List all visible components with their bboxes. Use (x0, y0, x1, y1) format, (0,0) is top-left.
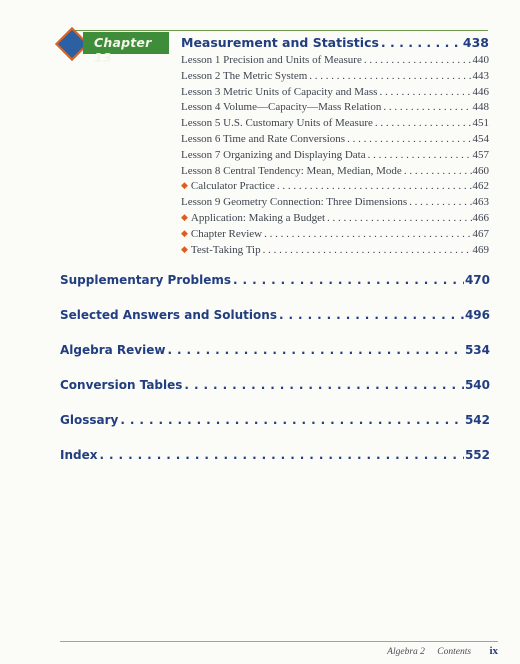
dot-leader (233, 273, 464, 287)
toc-entry-page: 440 (472, 54, 489, 66)
chapter-rule-line (74, 30, 488, 31)
toc-entry-page: 448 (472, 101, 489, 114)
toc-entry[interactable] (181, 70, 489, 86)
dot-leader (404, 165, 472, 177)
toc-entry-label: Test-Taking Tip (190, 243, 261, 256)
toc-entry-page: 469 (472, 243, 489, 256)
toc-entry[interactable] (181, 133, 489, 149)
chapter-page-number: 438 (462, 35, 489, 50)
dot-leader (379, 86, 471, 98)
footer-rule-line (60, 641, 498, 642)
diamond-bullet-icon: ◆ (181, 227, 188, 238)
toc-entry-page: 460 (472, 164, 489, 177)
dot-leader (264, 228, 471, 240)
dot-leader (263, 244, 472, 256)
toc-section-label: Supplementary Problems (60, 273, 231, 287)
toc-entry-label: Application: Making a Budget (190, 211, 326, 224)
toc-entry[interactable] (181, 196, 489, 212)
toc-section[interactable] (60, 343, 490, 357)
page-footer (387, 645, 498, 657)
toc-section-page: 470 (464, 273, 490, 287)
diamond-bullet-icon: ◆ (181, 243, 188, 254)
toc-entry[interactable] (181, 54, 489, 70)
dot-leader (99, 448, 463, 462)
dot-leader (347, 133, 471, 145)
toc-entry-page: 463 (472, 196, 489, 209)
toc-entry-page: 443 (472, 69, 489, 82)
toc-entry[interactable] (181, 149, 489, 165)
toc-section[interactable] (60, 308, 490, 322)
toc-entry[interactable] (181, 165, 489, 181)
toc-entry-page: 457 (472, 148, 489, 161)
toc-section[interactable] (60, 378, 490, 392)
dot-leader (375, 117, 472, 129)
toc-section-page: 540 (464, 378, 490, 392)
toc-entry-label: Lesson 3 Metric Units of Capacity and Mass (181, 85, 378, 98)
toc-entry-label: Lesson 1 Precision and Units of Measure (181, 54, 362, 66)
dot-leader (409, 196, 471, 208)
toc-section-page: 542 (464, 413, 490, 427)
dot-leader (368, 149, 472, 161)
toc-entry-label: Lesson 9 Geometry Connection: Three Dimensions (181, 196, 408, 209)
dot-leader (277, 180, 472, 192)
toc-section-page: 534 (464, 343, 490, 357)
toc-entry-page: 446 (472, 85, 489, 98)
toc-entry[interactable] (181, 101, 489, 117)
toc-entry-page: 462 (472, 180, 489, 193)
toc-section[interactable] (60, 448, 490, 462)
footer-book-title: Algebra 2 (387, 647, 425, 657)
toc-entry-label: Lesson 7 Organizing and Displaying Data (181, 148, 366, 161)
toc-entry-label: Lesson 8 Central Tendency: Mean, Median, Mode (181, 164, 402, 177)
toc-entry-page: 467 (472, 227, 489, 240)
dot-leader (364, 54, 472, 66)
toc-section-label: Index (60, 448, 98, 462)
dot-leader (327, 212, 471, 224)
toc-section-label: Conversion Tables (60, 378, 183, 392)
diamond-bullet-icon: ◆ (181, 211, 188, 222)
toc-entry[interactable] (181, 212, 489, 228)
toc-entry[interactable] (181, 117, 489, 133)
footer-section: Contents (437, 647, 472, 657)
toc-section[interactable] (60, 273, 490, 287)
lesson-list (181, 54, 489, 259)
toc-section-label: Glossary (60, 413, 119, 427)
toc-section-label: Selected Answers and Solutions (60, 308, 277, 322)
toc-entry[interactable] (181, 86, 489, 102)
toc-section-label: Algebra Review (60, 343, 166, 357)
dot-leader (309, 70, 471, 82)
toc-entry-label: Lesson 5 U.S. Customary Units of Measure (181, 117, 373, 130)
toc-entry-page: 451 (472, 117, 489, 130)
dot-leader (383, 101, 471, 113)
toc-entry-page: 454 (472, 132, 489, 145)
toc-entry-label: Calculator Practice (190, 180, 275, 193)
footer-page-number: ix (489, 645, 498, 657)
chapter-tab (83, 32, 169, 65)
dot-leader (120, 413, 464, 427)
chapter-title: Measurement and Statistics (181, 35, 379, 50)
toc-section[interactable] (60, 413, 490, 427)
dot-leader (279, 308, 464, 322)
dot-leader (381, 35, 462, 50)
toc-entry[interactable] (181, 228, 489, 244)
toc-entry[interactable] (181, 180, 489, 196)
dot-leader (184, 378, 464, 392)
toc-entry-page: 466 (472, 211, 489, 224)
chapter-tab-label: Chapter 13 (94, 35, 152, 65)
diamond-bullet-icon: ◆ (181, 180, 188, 191)
toc-entry[interactable] (181, 244, 489, 260)
toc-entry-label: Lesson 4 Volume—Capacity—Mass Relation (181, 101, 382, 114)
chapter-title-row[interactable] (181, 35, 489, 50)
toc-entry-label: Lesson 6 Time and Rate Conversions (181, 132, 346, 145)
dot-leader (167, 343, 463, 357)
toc-entry-label: Chapter Review (190, 227, 263, 240)
toc-section-page: 496 (464, 308, 490, 322)
toc-section-page: 552 (464, 448, 490, 462)
toc-entry-label: Lesson 2 The Metric System (181, 69, 308, 82)
